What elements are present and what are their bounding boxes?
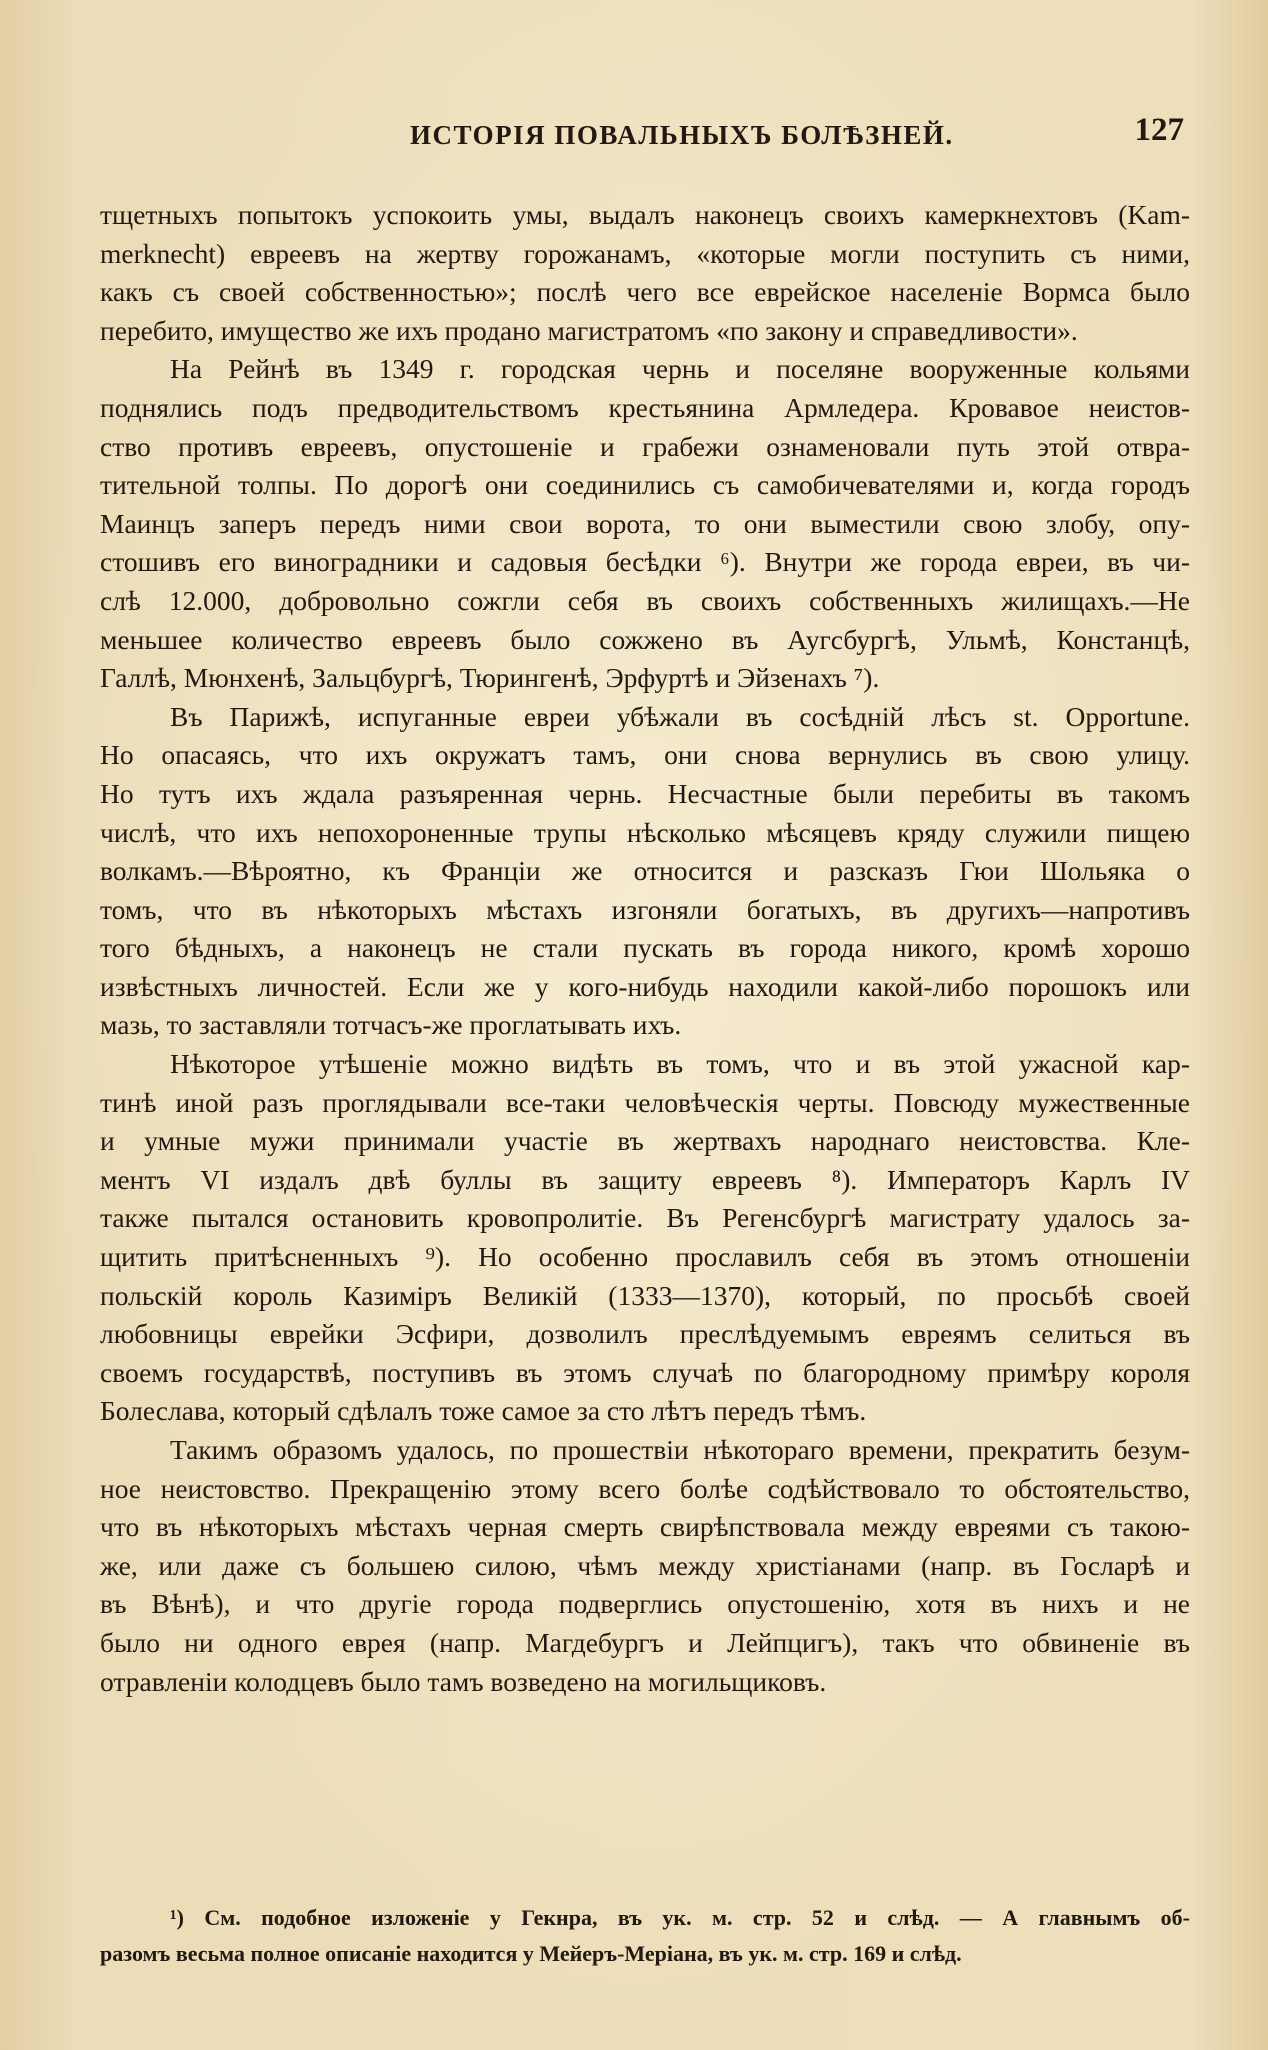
text-line: merknecht) евреевъ на жертву горожанамъ, «которые могли поступить съ ними, (100, 237, 1190, 269)
text-line: меньшее количество евреевъ было сожжено въ Аугсбургѣ, Ульмѣ, Констанцѣ, (100, 623, 1190, 655)
text-line: польскій король Казиміръ Великій (1333—1370), который, по просьбѣ своей (100, 1279, 1190, 1311)
text-line: отравленіи колодцевъ было тамъ возведено на могильщиковъ. (100, 1665, 827, 1697)
text-line: поднялись подъ предводительствомъ крестьянина Армледера. Кровавое неистов- (100, 391, 1190, 423)
text-line: волкамъ.—Вѣроятно, къ Франціи же относится и разсказъ Гюи Шольяка о (100, 855, 1190, 887)
page-header (100, 112, 1190, 162)
text-line: тщетныхъ попытокъ успокоить умы, выдалъ наконецъ своихъ камеркнехтовъ (Kam- (100, 199, 1190, 230)
text-line: Нѣкоторое утѣшеніе можно видѣть въ томъ, что и въ этой ужасной кар- (170, 1048, 1190, 1080)
text-line: Галлѣ, Мюнхенѣ, Зальцбургѣ, Тюрингенѣ, Эрфуртѣ и Эйзенахъ ⁷). (100, 662, 880, 694)
text-line: мазь, то заставляли тотчасъ-же проглатывать ихъ. (100, 1009, 682, 1041)
text-line: также пытался остановить кровопролитіе. Въ Регенсбургѣ магистрату удалось за- (100, 1202, 1190, 1234)
text-line: было ни одного еврея (напр. Магдебургъ и Лейпцигъ), такъ что обвиненіе въ (100, 1626, 1190, 1658)
text-line: Болеслава, который сдѣлалъ тоже самое за сто лѣтъ передъ тѣмъ. (100, 1395, 867, 1427)
body-text (100, 196, 1190, 1701)
text-line: перебито, имущество же ихъ продано магистратомъ «по закону и справедливости». (100, 314, 1078, 346)
text-line: ное неистовство. Прекращенію этому всего болѣе содѣйствовало то обстоятельство, (100, 1472, 1190, 1504)
footnotes (100, 1900, 1190, 1972)
text-line: извѣстныхъ личностей. Если же у кого-нибудь находили какой-либо порошокъ или (100, 970, 1190, 1002)
text-line: того бѣдныхъ, а наконецъ не стали пускать въ города никого, кромѣ хорошо (100, 932, 1190, 964)
text-line: и умные мужи принимали участіе въ жертвахъ народнаго неистовства. Кле- (100, 1125, 1190, 1157)
text-line: Такимъ образомъ удалось, по прошествіи нѣкотораго времени, прекратить безум- (170, 1434, 1190, 1465)
footnote-line: разомъ весьма полное описаніе находится у Мейеръ-Меріана, въ ук. м. стр. 169 и слѣд. (100, 1941, 962, 1966)
footnote-line: ¹) См. подобное изложеніе у Гекнра, въ ук. м. стр. 52 и слѣд. — А главнымъ об- (170, 1905, 1190, 1930)
text-line: Но опасаясь, что ихъ окружатъ тамъ, они снова вернулись въ свою улицу. (100, 739, 1190, 771)
text-line: ство противъ евреевъ, опустошеніе и грабежи ознаменовали путь этой отвра- (100, 430, 1190, 462)
running-title: ИСТОРІЯ ПОВАЛЬНЫХЪ БОЛѢЗНЕЙ. (410, 120, 954, 150)
page-number: 127 (1134, 112, 1184, 148)
text-line: тинѣ иной разъ проглядывали все-таки человѣческія черты. Повсюду мужественные (100, 1086, 1190, 1118)
text-line: щитить притѣсненныхъ ⁹). Но особенно прославилъ себя въ этомъ отношеніи (100, 1241, 1190, 1273)
text-line: Въ Парижѣ, испуганные евреи убѣжали въ сосѣдній лѣсъ st. Opportune. (170, 700, 1190, 732)
text-line: же, или даже съ большею силою, чѣмъ между христіанами (напр. въ Госларѣ и (100, 1549, 1190, 1581)
text-line: ментъ VI издалъ двѣ буллы въ защиту евреевъ ⁸). Императоръ Карлъ IV (100, 1163, 1190, 1195)
text-line: любовницы еврейки Эсфири, дозволилъ преслѣдуемымъ евреямъ селиться въ (100, 1318, 1190, 1350)
text-line: слѣ 12.000, добровольно сожгли себя въ своихъ собственныхъ жилищахъ.—Не (100, 584, 1190, 616)
text-line: стошивъ его виноградники и садовыя бесѣдки ⁶). Внутри же города евреи, въ чи- (100, 546, 1190, 578)
text-line: что въ нѣкоторыхъ мѣстахъ черная смерть свирѣпствовала между евреями съ такою- (100, 1511, 1190, 1543)
text-line: Но тутъ ихъ ждала разъяренная чернь. Несчастные были перебиты въ такомъ (100, 777, 1190, 809)
text-line: томъ, что въ нѣкоторыхъ мѣстахъ изгоняли богатыхъ, въ другихъ—напротивъ (100, 893, 1190, 925)
text-line: тительной толпы. По дорогѣ они соединились съ самобичевателями и, когда городъ (100, 469, 1190, 501)
text-line: въ Вѣнѣ), и что другіе города подверглись опустошенію, хотя въ нихъ и не (100, 1588, 1190, 1620)
text-line: числѣ, что ихъ непохороненные трупы нѣсколько мѣсяцевъ кряду служили пищею (100, 816, 1190, 848)
text-line: какъ съ своей собственностью»; послѣ чего все еврейское населеніе Вормса было (100, 276, 1190, 308)
text-line: своемъ государствѣ, поступивъ въ этомъ случаѣ по благородному примѣру короля (100, 1356, 1190, 1388)
text-line: На Рейнѣ въ 1349 г. городская чернь и поселяне вооруженные кольями (170, 353, 1190, 385)
text-line: Маинцъ заперъ передъ ними свои ворота, то они выместили свою злобу, опу- (100, 507, 1190, 539)
